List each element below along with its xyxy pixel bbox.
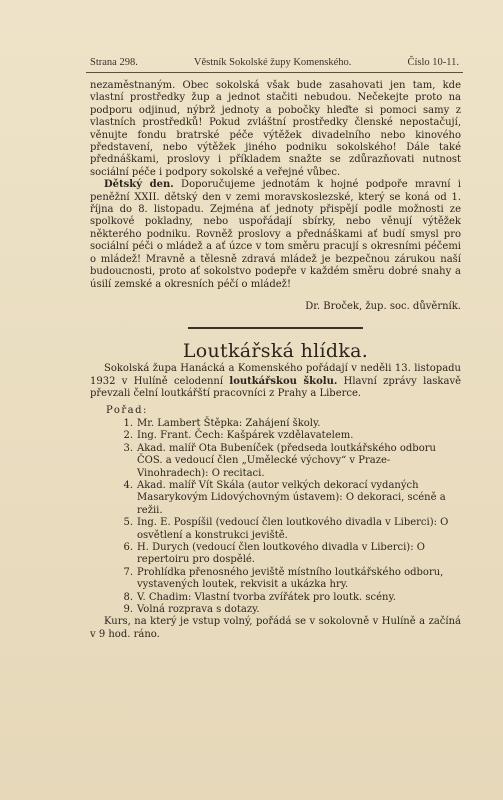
- program-section: [90, 405, 461, 617]
- item-text: Akad. malíř Vít Skála (autor velkých dekorací vydaných Masarykovým Lidovýchovným ústavem): O dekoraci, scéně a režii.: [137, 479, 446, 516]
- item-text: Prohlídka přenosného jeviště místního loutkářského odboru, vystavených loutek, rekvisit a ukázka hry.: [137, 566, 444, 591]
- item-number: 7.: [123, 566, 133, 578]
- article-title: Loutkářská hlídka.: [182, 340, 369, 363]
- program-list: [90, 418, 461, 617]
- intro-text-b: Hlavní zprávy laskavě převzali čelní loutkářští pracovníci z Prahy a Liberce.: [90, 375, 462, 400]
- signature: Dr. Broček, žup. soc. důvěrník.: [305, 300, 461, 312]
- paragraph-social-care: nezaměstnaným. Obec sokolská však bude zasahovati jen tam, kde vlastní prostředky žup a jednot stačiti nebudou. Nečekejte proto na podporu odjinud, nýbrž jednoty a pobočky hleďte si pomoci samy z vlastních prostředků! Pokud zvláštní prostředky členské nepostačují, věnujte fondu bratrské péče výtěžek divadelního nebo kinového představení, nebo výtěžek jiného podniku sokolského! Dále také přednáškami, proslovy i příkladem snažte se zdůrazňovati nutnost sociální péče i podpory sokolské a veřejné vůbec.: [90, 80, 461, 178]
- issue-number: Číslo 10-11.: [407, 57, 459, 68]
- item-text: Ing. E. Pospíšil (vedoucí člen loutkového divadla v Liberci): O osvětlení a konstrukci jeviště.: [137, 517, 449, 541]
- list-item: [90, 604, 461, 616]
- list-item: [90, 592, 461, 604]
- list-item: [90, 430, 461, 442]
- item-number: 9.: [123, 604, 133, 616]
- paragraph-childrens-day: [90, 179, 461, 291]
- childrens-day-heading: Dětský den.: [104, 179, 174, 191]
- closing-paragraph: Kurs, na který je vstup volný, pořádá se v sokolovně v Hulíně a začíná v 9 hod. ráno.: [90, 616, 461, 640]
- intro-bold: loutkářskou školu.: [229, 375, 338, 387]
- paragraph-puppet-school: [90, 363, 461, 400]
- list-item: [90, 480, 461, 517]
- item-number: 1.: [123, 417, 133, 429]
- item-number: 2.: [123, 430, 133, 442]
- header-rule: [86, 72, 463, 73]
- list-item: [90, 443, 461, 480]
- running-header: [90, 57, 459, 68]
- item-number: 5.: [123, 517, 133, 529]
- item-number: 3.: [123, 442, 133, 454]
- item-number: 6.: [123, 542, 133, 553]
- item-number: 4.: [123, 479, 133, 491]
- item-number: 8.: [123, 591, 133, 603]
- program-label: Pořad:: [106, 404, 148, 416]
- item-text: Mr. Lambert Štěpka: Zahájení školy.: [137, 417, 321, 429]
- list-item: [90, 418, 461, 430]
- intro-text-a: Sokolská župa Hanácká a Komenského pořádají v neděli 13. listopadu 1932 v Hulíně celodenní: [90, 363, 461, 387]
- item-text: H. Durych (vedoucí člen loutkového divadla v Liberci): O repertoiru pro dospělé.: [137, 542, 425, 566]
- list-item: [90, 517, 461, 542]
- childrens-day-text: Doporučujeme jednotám k hojné podpoře mravní i peněžní XXII. dětský den v zemi moravskoslezské, který se koná od 1. října do 8. listopadu. Zejména ať jednoty přispějí podle možnosti ze spolkové pokladny, nebo uspořádají sbírky, nebo věnují výtěžek některého podniku. Rovněž proslovy a přednáškami ať budí smysl pro sociální péči o mládež a ať úzce v tom směru pracují s okresními péčemi o mládež! Mravně a tělesně zdravá mládež je bezpečnou zárukou naší budoucnosti, proto ať sokolstvo podepře v každém směru dobré snahy a úsilí zemské a okresních péčí o mládež!: [90, 179, 461, 290]
- item-text: Akad. malíř Ota Bubeníček (předseda loutkářského odboru ČOS. a vedoucí člen „Umělecké výchovy“ v Praze-Vinohradech): O recitaci.: [137, 442, 436, 479]
- item-text: Ing. Frant. Čech: Kašpárek vzdělavatelem.: [137, 430, 354, 442]
- page-number: Strana 298.: [90, 57, 138, 68]
- item-text: V. Chadim: Vlastní tvorba zvířátek pro loutk. scény.: [137, 591, 396, 603]
- list-item: [90, 567, 461, 592]
- section-divider: [188, 327, 363, 329]
- page-body: [90, 80, 461, 641]
- journal-title: Věstník Sokolské župy Komenského.: [193, 57, 352, 68]
- list-item: [90, 542, 461, 567]
- item-text: Volná rozprava s dotazy.: [137, 604, 260, 616]
